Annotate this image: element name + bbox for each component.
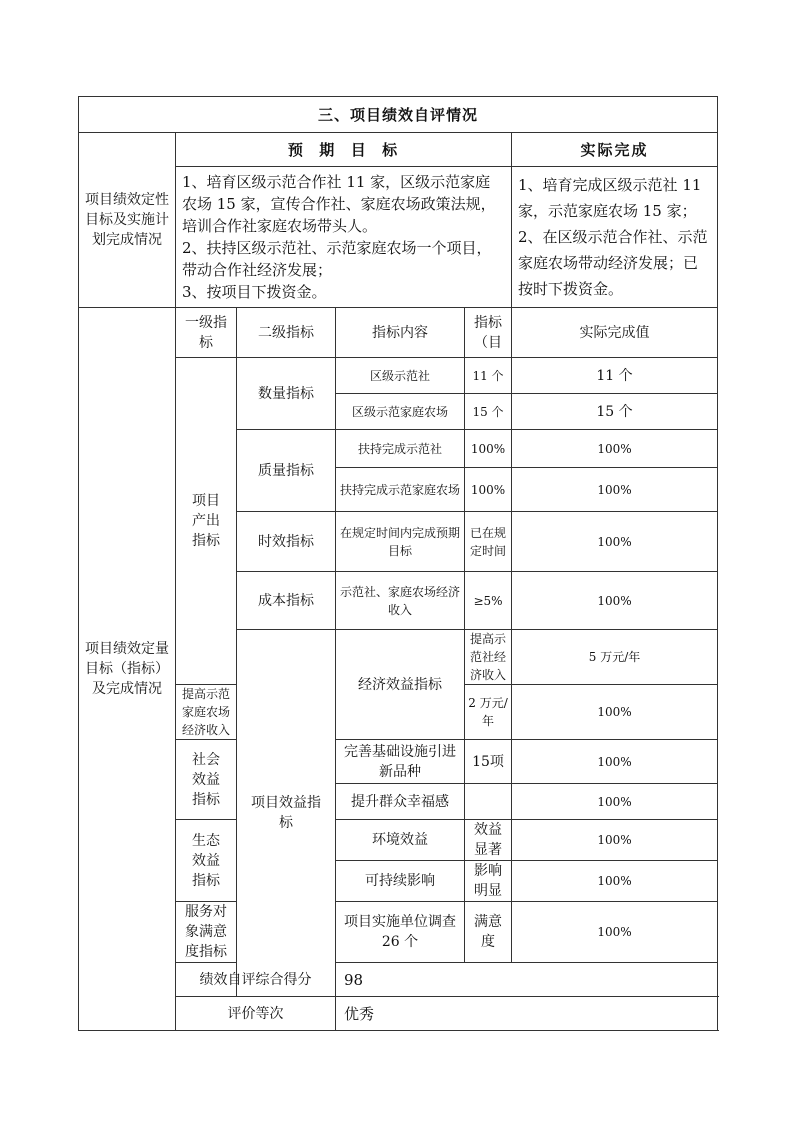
indicator-content: 区级示范家庭农场 [336,394,465,430]
indicator-target: ≥5% [465,572,512,630]
indicator-content: 项目实施单位调查 26 个 [336,902,465,963]
indicator-target: 11 个 [465,358,512,394]
indicator-actual: 100% [512,784,718,820]
indicator-content: 环境效益 [336,820,465,861]
score-label: 绩效自评综合得分 [176,963,336,997]
actual-completion-header: 实际完成 [512,133,718,167]
header-level2: 二级指标 [237,308,336,358]
ecological-indicator-label: 生态效益指标 [176,820,237,902]
expected-line-2: 2、扶持区级示范社、示范家庭农场一个项目，带动合作社经济发展； [182,239,492,279]
quality-indicator-label: 质量指标 [237,430,336,512]
expected-line-1: 1、培育区级示范合作社 11 家，区级示范家庭农场 15 家，宣传合作社、家庭农场政策法规，培训合作社家庭农场带头人。 [182,173,496,235]
economic-indicator-label: 经济效益指标 [336,630,465,740]
indicator-actual: 100% [512,902,718,963]
indicator-target [465,784,512,820]
indicator-content: 可持续影响 [336,861,465,902]
indicator-target: 效益显著 [465,820,512,861]
actual-completion-text [512,167,718,308]
quantity-indicator-label: 数量指标 [237,358,336,430]
actual-line-2: 2、在区级示范合作社、示范家庭农场带动经济发展；已按时下拨资金。 [518,228,708,298]
indicator-actual: 100% [512,820,718,861]
expected-line-3: 3、按项目下拨资金。 [182,283,327,301]
indicator-target: 15项 [465,740,512,784]
indicator-content: 区级示范社 [336,358,465,394]
header-target: 指标（目 [465,308,512,358]
indicator-target: 影响明显 [465,861,512,902]
indicator-target: 5 万元/年 [512,630,718,685]
indicator-actual: 100% [512,572,718,630]
indicator-content: 扶持完成示范社 [336,430,465,468]
indicator-target: 100% [465,430,512,468]
indicator-actual: 100% [512,430,718,468]
score-value: 98 [336,963,718,997]
section-title: 三、项目绩效自评情况 [79,97,718,133]
actual-line-1: 1、培育完成区级示范社 11 家，示范家庭农场 15 家； [518,176,702,220]
indicator-target: 满意度 [465,902,512,963]
indicator-content: 在规定时间内完成预期目标 [336,512,465,572]
header-level1: 一级指标 [176,308,237,358]
indicator-target: 15 个 [465,394,512,430]
indicator-actual: 11 个 [512,358,718,394]
timeliness-indicator-label: 时效指标 [237,512,336,572]
expected-goals-header: 预 期 目 标 [176,133,512,167]
output-group-label: 项目产出指标 [176,358,237,685]
social-indicator-label: 社会效益指标 [176,740,237,820]
grade-value: 优秀 [336,997,718,1031]
indicator-actual: 100% [512,685,718,740]
indicator-content: 扶持完成示范家庭农场 [336,468,465,512]
indicator-content: 提高示范社经济收入 [465,630,512,685]
cost-indicator-label: 成本指标 [237,572,336,630]
grade-label: 评价等次 [176,997,336,1031]
indicator-actual: 100% [512,861,718,902]
qualitative-row-label: 项目绩效定性目标及实施计划完成情况 [79,133,176,308]
expected-goals-text [176,167,512,308]
indicator-content: 提升群众幸福感 [336,784,465,820]
header-actual: 实际完成值 [512,308,718,358]
indicator-actual: 100% [512,512,718,572]
indicator-actual: 15 个 [512,394,718,430]
header-content: 指标内容 [336,308,465,358]
indicator-target: 100% [465,468,512,512]
indicator-content: 示范社、家庭农场经济收入 [336,572,465,630]
indicator-content: 提高示范家庭农场经济收入 [176,685,237,740]
indicator-actual: 100% [512,740,718,784]
indicator-actual: 100% [512,468,718,512]
benefit-group-label: 项目效益指标 [237,630,336,997]
indicator-content: 完善基础设施引进新品种 [336,740,465,784]
indicator-target: 2 万元/年 [465,685,512,740]
indicator-target: 已在规定时间 [465,512,512,572]
quantitative-row-label: 项目绩效定量目标（指标）及完成情况 [79,308,176,1031]
satisfaction-indicator-label: 服务对象满意度指标 [176,902,237,963]
performance-evaluation-table [78,96,718,1031]
